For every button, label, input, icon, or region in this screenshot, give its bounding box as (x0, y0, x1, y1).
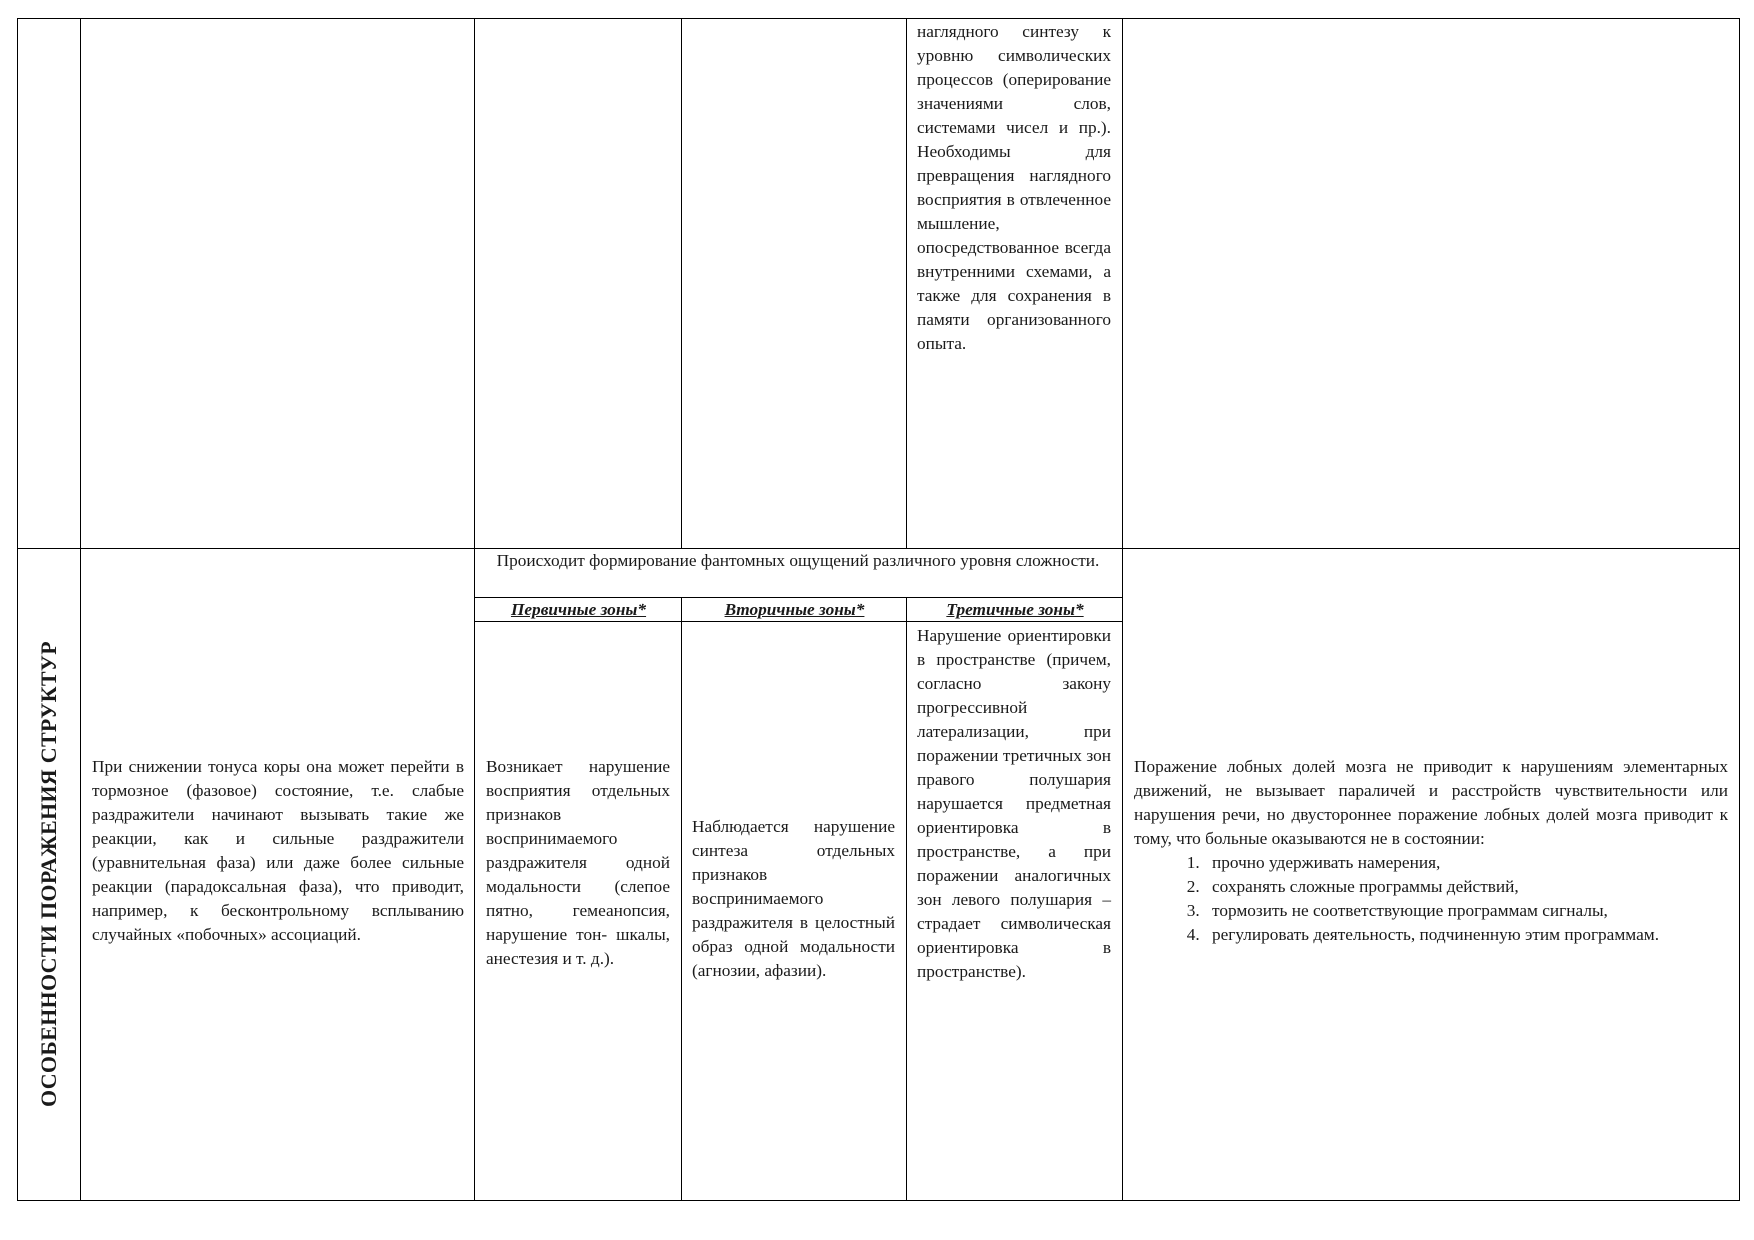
col-divider-1 (80, 18, 81, 1201)
primary-zones-header: Первичные зоны* (510, 600, 647, 619)
list-item: 1. прочно удерживать намерения, (1204, 851, 1728, 875)
col-divider-2 (474, 18, 475, 1201)
primary-zones-cell: Возникает нарушение восприятия отдельных признаков воспринимаемого раздражителя одной модальности (слепое пятно, гемеанопсия, нарушение тон- шкалы, анестезия и т. д.). (486, 757, 670, 968)
list-item: 4. регулировать деятельность, подчиненную этим программам. (1204, 923, 1728, 947)
col-divider-5 (1122, 18, 1123, 1201)
col-divider-4-top (906, 18, 907, 548)
cortex-tone-cell: При снижении тонуса коры она может перейти в тормозное (фазовое) состояние, т.е. слабые раздражители начинают вызывать такие же реакции, как и сильные раздражители (уравнительная фаза) или даже более сильные реакции (парадоксальная фаза), что приводит, например, к бесконтрольному всплыванию случайных «побочных» ассоциаций. (92, 757, 464, 944)
frontal-lobes-cell (1134, 755, 1728, 947)
col-divider-3-top (681, 18, 682, 548)
frontal-lobes-list (1134, 851, 1728, 947)
top-tertiary-cell: наглядного синтезу к уровню символических процессов (оперирование значениями слов, системами чисел и пр.). Необходимы для превращения наглядного восприятия в отвлеченное мышление, опосредствованное всегда внутренними схемами, а также для сохранения в памяти организованного опыта. (917, 22, 1111, 353)
phantom-sensations-header: Происходит формирование фантомных ощущений различного уровня сложности. (496, 551, 1100, 570)
list-item: 3. тормозить не соответствующие программам сигналы, (1204, 899, 1728, 923)
section-title: ОСОБЕННОСТИ ПОРАЖЕНИЯ СТРУКТУР (36, 641, 61, 1107)
secondary-zones-header: Вторичные зоны* (724, 600, 865, 619)
section-title-vertical (18, 548, 80, 1200)
tertiary-zones-cell: Нарушение ориентировки в пространстве (причем, согласно закону прогрессивной латерализации, при поражении третичных зон правого полушария нарушается предметная ориентировка в пространстве, а при поражении аналогичных зон левого полушария – страдает символическая ориентировка в пространстве). (917, 626, 1111, 981)
list-item: 2. сохранять сложные программы действий, (1204, 875, 1728, 899)
col-divider-4-bottom (906, 597, 907, 1201)
frontal-lobes-intro: Поражение лобных долей мозга не приводит к нарушениям элементарных движений, не вызывает параличей и расстройств чувствительности или нарушения речи, но двустороннее поражение лобных долей мозга приводит к тому, что больные оказываются не в состоянии: (1134, 757, 1728, 848)
tertiary-zones-header: Третичные зоны* (946, 600, 1084, 619)
col-divider-3-bottom (681, 597, 682, 1201)
secondary-zones-cell: Наблюдается нарушение синтеза отдельных признаков воспринимаемого раздражителя в целостный образ одной модальности (агнозии, афазии). (692, 817, 895, 980)
